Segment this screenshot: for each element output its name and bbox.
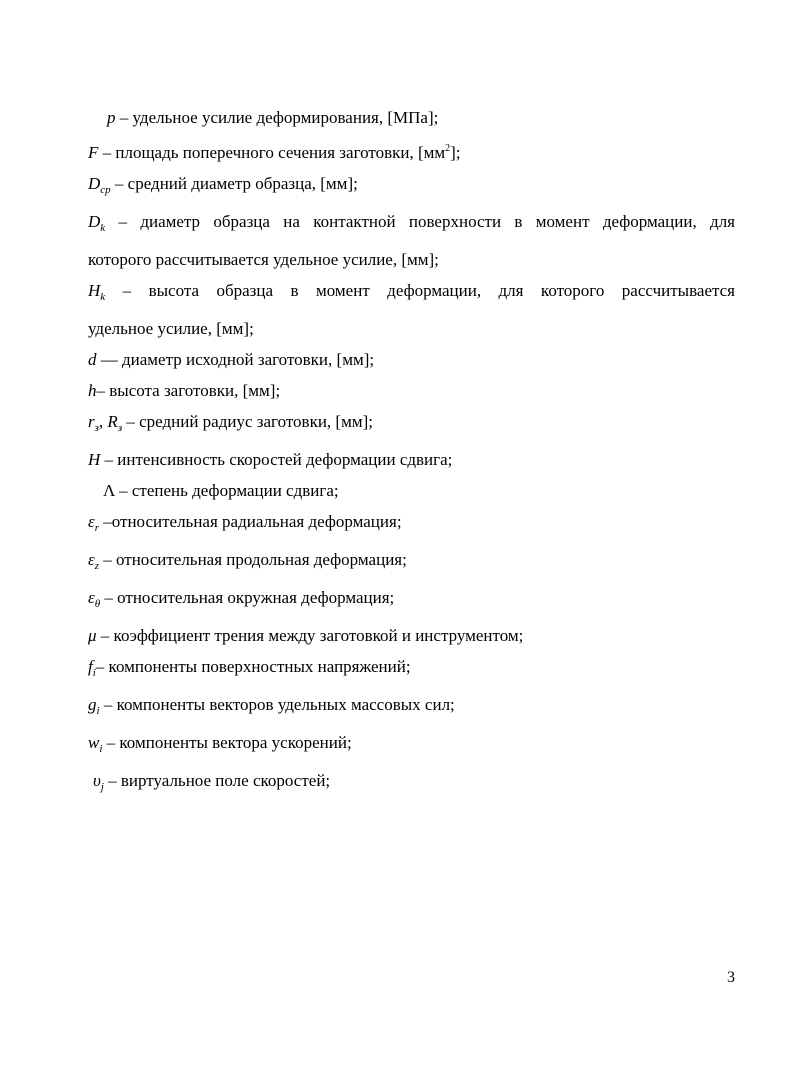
definition-wi	[88, 727, 735, 765]
definition-F	[88, 133, 735, 168]
definition-text: – степень деформации сдвига;	[114, 481, 339, 500]
definition-Dk	[88, 206, 735, 244]
definition-h	[88, 375, 735, 406]
symbol: D	[88, 174, 101, 193]
page-number: 3	[727, 969, 735, 986]
symbol: Λ	[103, 481, 115, 500]
definition-text: – компоненты векторов удельных массовых сил;	[99, 695, 455, 714]
definition-H	[88, 444, 735, 475]
definition-lambda	[88, 475, 735, 506]
subscript: i	[99, 743, 103, 755]
symbol: F	[88, 143, 99, 162]
symbol: w	[88, 733, 100, 752]
subscript: з	[117, 422, 123, 434]
separator: ,	[98, 412, 108, 431]
definition-text: – диаметр образца на контактной поверхности в момент деформации, для	[105, 212, 735, 231]
definition-text: – компоненты вектора ускорений;	[102, 733, 352, 752]
subscript: ср	[100, 184, 111, 196]
definition-Dk-continuation	[88, 244, 735, 275]
definition-eps-theta	[88, 582, 735, 620]
subscript: θ	[94, 598, 101, 610]
definition-p	[88, 102, 735, 133]
definition-text: – интенсивность скоростей деформации сдвига;	[100, 450, 453, 469]
definition-vj	[88, 765, 735, 803]
definition-text: – средний радиус заготовки, [мм];	[122, 412, 373, 431]
symbol: ε	[88, 588, 95, 607]
definition-eps-z	[88, 544, 735, 582]
subscript: z	[94, 560, 99, 572]
subscript: k	[100, 222, 106, 234]
definition-text-tail: удельное усилие, [мм];	[88, 319, 254, 338]
definition-text: – высота образца в момент деформации, для которого рассчитывается	[105, 281, 735, 300]
symbol: ε	[88, 550, 95, 569]
definition-text: – высота заготовки, [мм];	[96, 381, 281, 400]
definition-Dcp	[88, 168, 735, 206]
definition-Hk-continuation	[88, 313, 735, 344]
subscript: j	[100, 781, 104, 793]
definition-text: – коэффициент трения между заготовкой и инструментом;	[96, 626, 524, 645]
definition-text: –относительная радиальная деформация;	[98, 512, 402, 531]
symbol: R	[107, 412, 118, 431]
definition-Hk	[88, 275, 735, 313]
definition-eps-r	[88, 506, 735, 544]
definition-text: – относительная продольная деформация;	[98, 550, 407, 569]
symbol: r	[88, 412, 95, 431]
definition-text: – удельное усилие деформирования, [МПа];	[115, 108, 439, 127]
subscript: з	[94, 422, 99, 434]
symbol: D	[88, 212, 101, 231]
subscript: i	[96, 705, 100, 717]
subscript: r	[94, 522, 99, 534]
symbol: f	[88, 657, 93, 676]
definition-d	[88, 344, 735, 375]
symbol: d	[88, 350, 97, 369]
symbol: υ	[93, 771, 101, 790]
definition-fi	[88, 651, 735, 689]
symbol: h	[88, 381, 97, 400]
definition-text: – средний диаметр образца, [мм];	[110, 174, 358, 193]
symbol: H	[88, 281, 101, 300]
symbol: g	[88, 695, 97, 714]
subscript: i	[92, 667, 96, 679]
definition-text-tail: ];	[450, 143, 461, 162]
symbol: p	[107, 108, 116, 127]
symbol: H	[88, 450, 101, 469]
subscript: k	[100, 291, 106, 303]
definition-text-tail: которого рассчитывается удельное усилие, [мм];	[88, 250, 439, 269]
definition-text: – компоненты поверхностных напряжений;	[95, 657, 411, 676]
definition-text: – площадь поперечного сечения заготовки, [мм	[98, 143, 446, 162]
definitions-list	[88, 102, 735, 803]
definition-text: – виртуальное поле скоростей;	[103, 771, 331, 790]
definition-gi	[88, 689, 735, 727]
definition-radius	[88, 406, 735, 444]
symbol: μ	[88, 626, 97, 645]
superscript: 2	[445, 143, 451, 154]
symbol: ε	[88, 512, 95, 531]
definition-text: – относительная окружная деформация;	[100, 588, 395, 607]
definition-text: — диаметр исходной заготовки, [мм];	[96, 350, 375, 369]
definition-mu	[88, 620, 735, 651]
